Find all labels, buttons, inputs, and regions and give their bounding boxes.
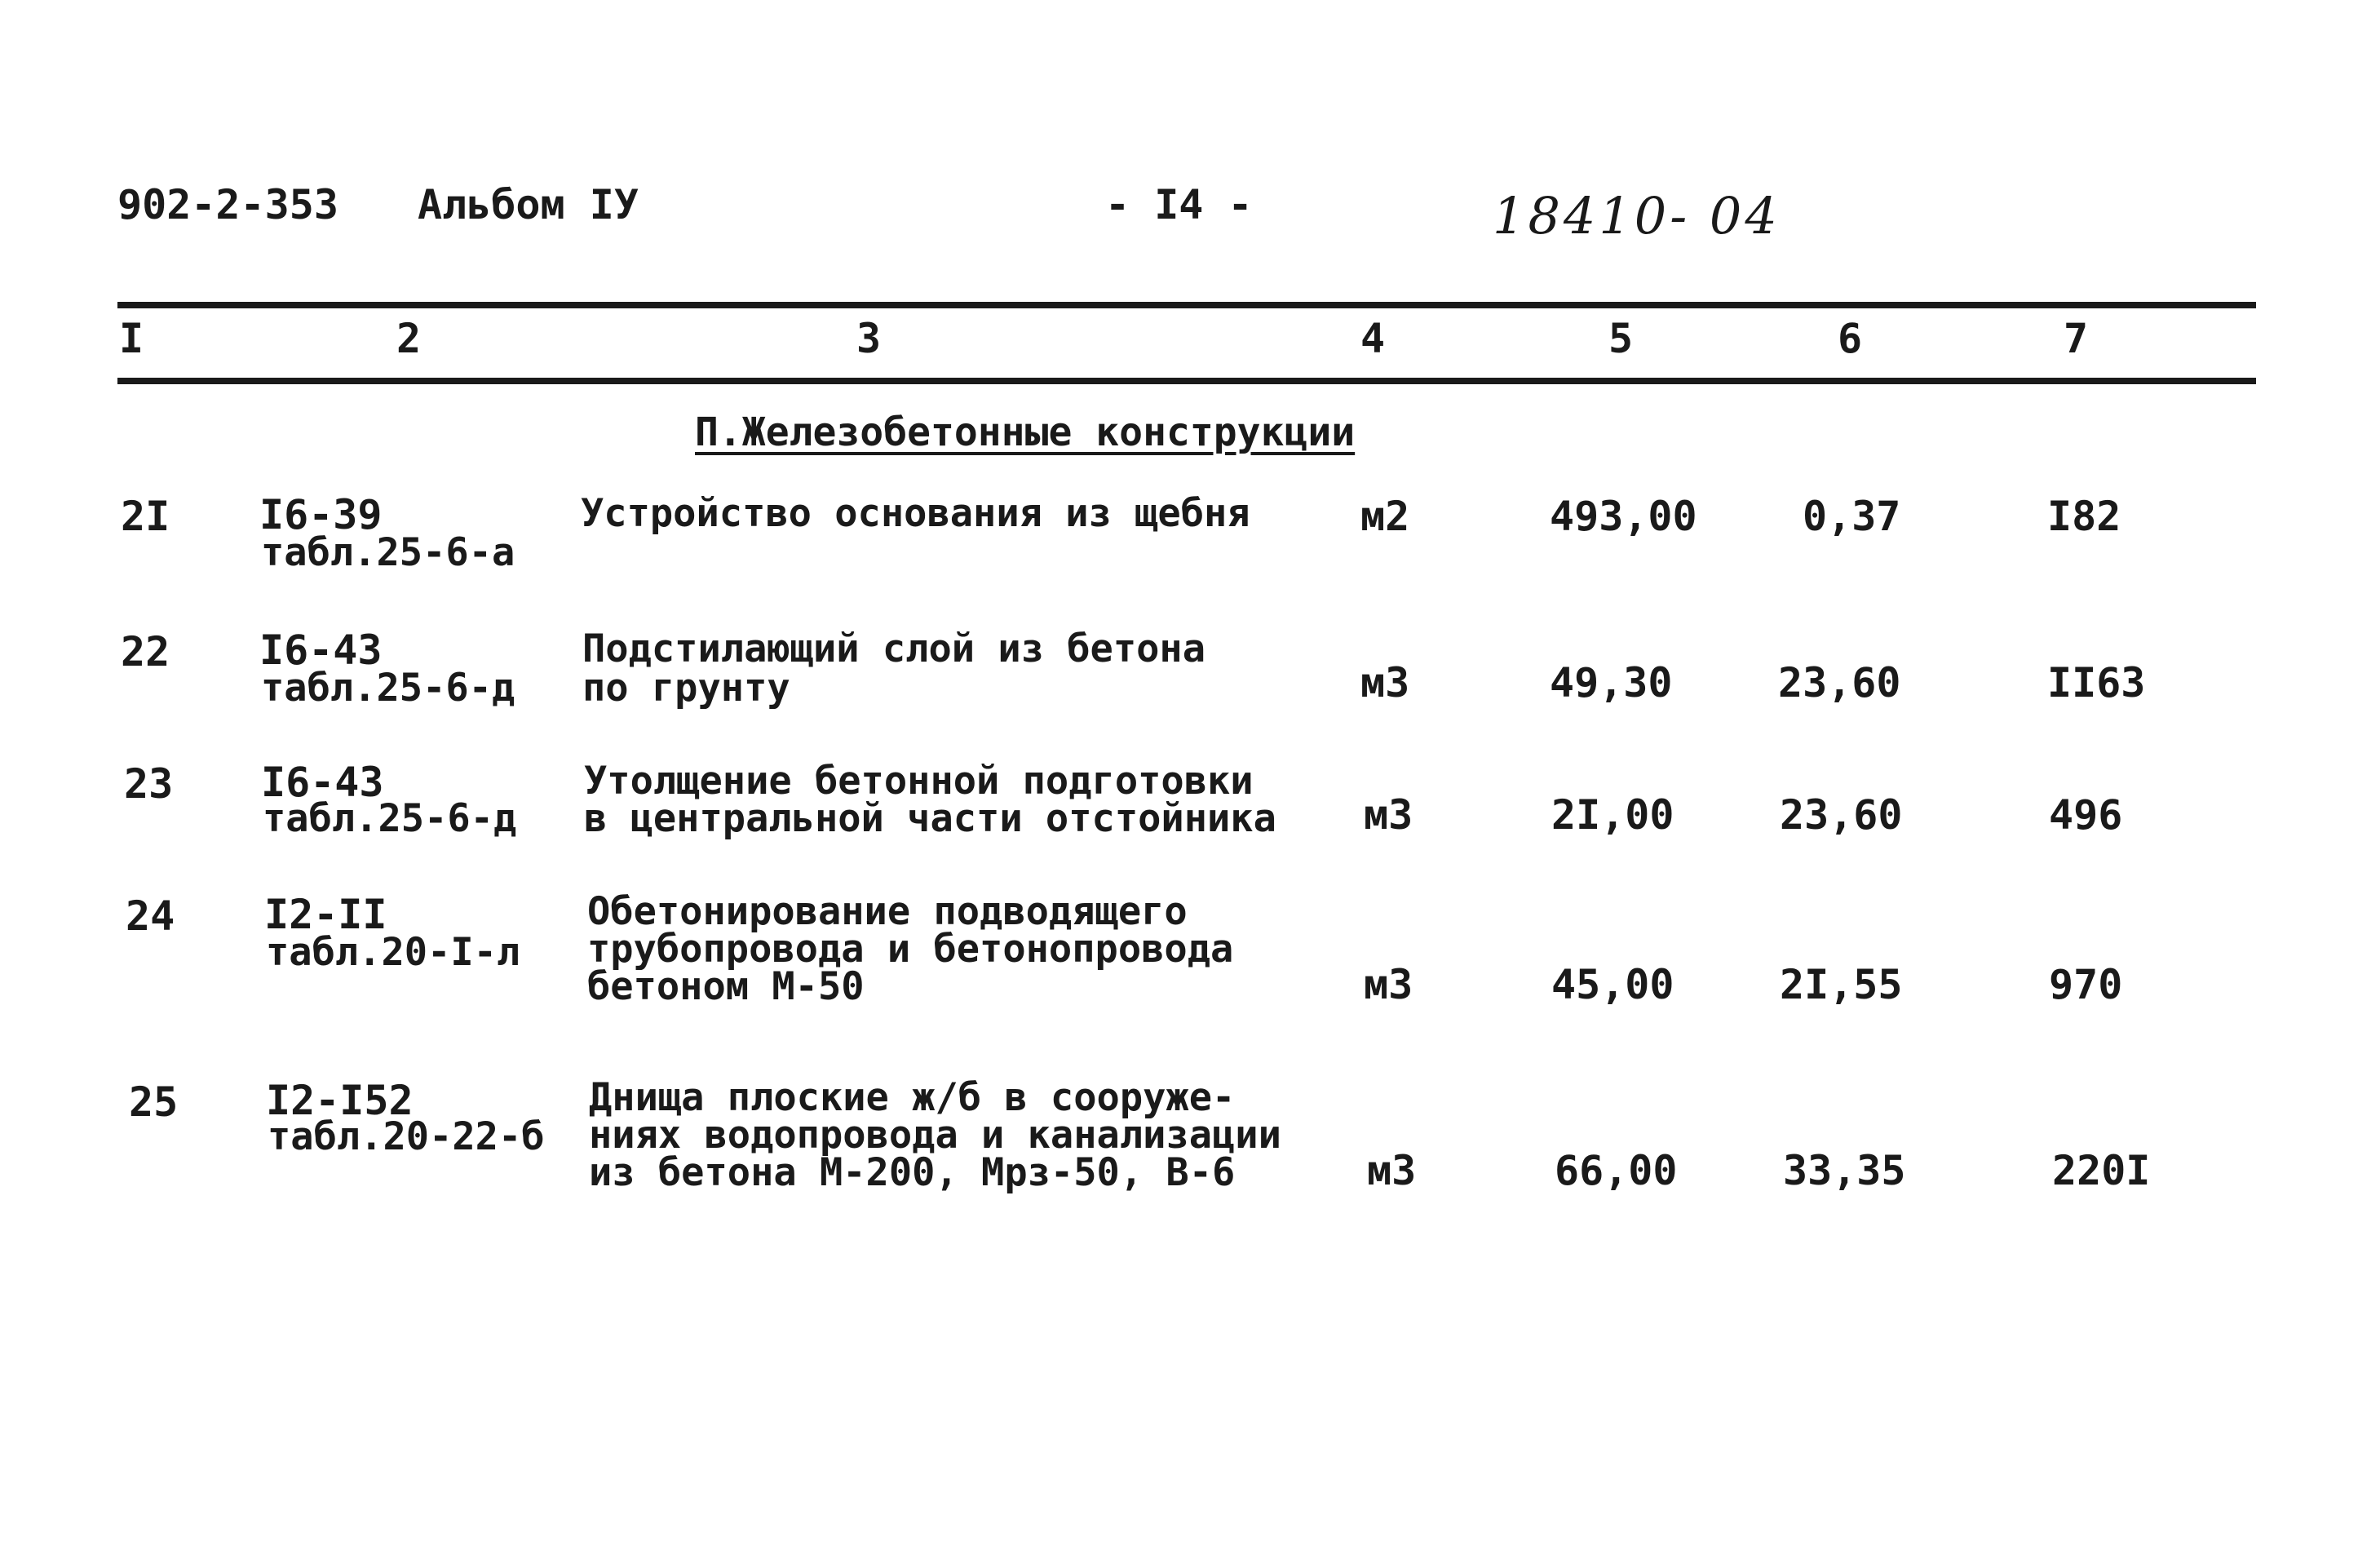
column-header-1: I <box>119 315 144 362</box>
row-quantity: 493,00 <box>1550 493 1697 540</box>
row-unit: м3 <box>1364 961 1413 1008</box>
row-number: 25 <box>129 1078 179 1126</box>
row-description-line-2: в центральной части отстойника <box>584 796 1276 841</box>
row-unit-price: 0,37 <box>1803 493 1901 540</box>
page-number: - I4 - <box>1105 181 1253 228</box>
row-reference-table: табл.20-I-л <box>266 930 520 975</box>
row-total: 220I <box>2052 1147 2151 1194</box>
row-unit-price: 23,60 <box>1778 659 1901 706</box>
row-reference-table: табл.25-6-д <box>263 796 517 841</box>
row-description-line-1: Днища плоские ж/б в сооруже- <box>589 1075 1236 1120</box>
row-quantity: 66,00 <box>1555 1147 1678 1194</box>
section-title: П.Железобетонные конструкции <box>695 410 1356 455</box>
row-unit: м2 <box>1360 493 1410 540</box>
row-unit: м3 <box>1360 659 1410 706</box>
row-unit: м3 <box>1367 1147 1417 1194</box>
row-total: 496 <box>2049 791 2123 839</box>
column-header-4: 4 <box>1360 315 1386 362</box>
row-description-line-2: по грунту <box>582 666 790 711</box>
row-description-line-1: Подстилающий слой из бетона <box>582 627 1206 671</box>
row-reference-table: табл.25-6-а <box>261 530 515 575</box>
row-number: 22 <box>121 628 170 675</box>
row-reference: I6-43 <box>261 759 384 806</box>
row-number: 23 <box>124 760 174 808</box>
row-unit-price: 2I,55 <box>1780 961 1903 1008</box>
row-quantity: 45,00 <box>1551 961 1674 1008</box>
row-number: 24 <box>126 892 175 940</box>
row-reference: I6-43 <box>259 627 383 674</box>
row-quantity: 2I,00 <box>1551 791 1674 839</box>
row-total: 970 <box>2049 961 2123 1008</box>
row-reference: I2-I52 <box>266 1077 414 1124</box>
row-unit-price: 23,60 <box>1780 791 1903 839</box>
column-header-6: 6 <box>1838 315 1863 362</box>
row-number: 2I <box>121 493 170 540</box>
row-quantity: 49,30 <box>1550 659 1673 706</box>
table-top-rule <box>117 302 2256 308</box>
row-reference: I2-II <box>264 891 387 938</box>
row-reference-table: табл.25-6-д <box>261 666 515 711</box>
row-reference: I6-39 <box>259 491 383 538</box>
row-description-line-2: трубопровода и бетонопровода <box>587 927 1234 972</box>
row-description-line-3: из бетона М-200, Мрз-50, В-6 <box>589 1150 1236 1195</box>
row-description: Устройство основания из щебня <box>581 491 1250 536</box>
album-label: Альбом IУ <box>418 181 639 228</box>
row-unit: м3 <box>1364 791 1413 839</box>
column-header-3: 3 <box>856 315 882 362</box>
row-total: II63 <box>2047 659 2146 706</box>
row-total: I82 <box>2047 493 2121 540</box>
row-unit-price: 33,35 <box>1783 1147 1906 1194</box>
column-header-7: 7 <box>2064 315 2089 362</box>
row-reference-table: табл.20-22-б <box>268 1114 545 1159</box>
column-header-5: 5 <box>1608 315 1634 362</box>
row-description-line-1: Утолщение бетонной подготовки <box>584 759 1254 804</box>
document-code: 902-2-353 <box>117 181 338 228</box>
row-description-line-2: ниях водопровода и канализации <box>589 1113 1281 1158</box>
row-description-line-3: бетоном М-50 <box>587 964 865 1009</box>
row-description-line-1: Обетонирование подводящего <box>587 889 1188 934</box>
handwritten-number: 18410- 04 <box>1493 186 1781 246</box>
table-header-rule <box>117 378 2256 384</box>
column-header-2: 2 <box>396 315 422 362</box>
